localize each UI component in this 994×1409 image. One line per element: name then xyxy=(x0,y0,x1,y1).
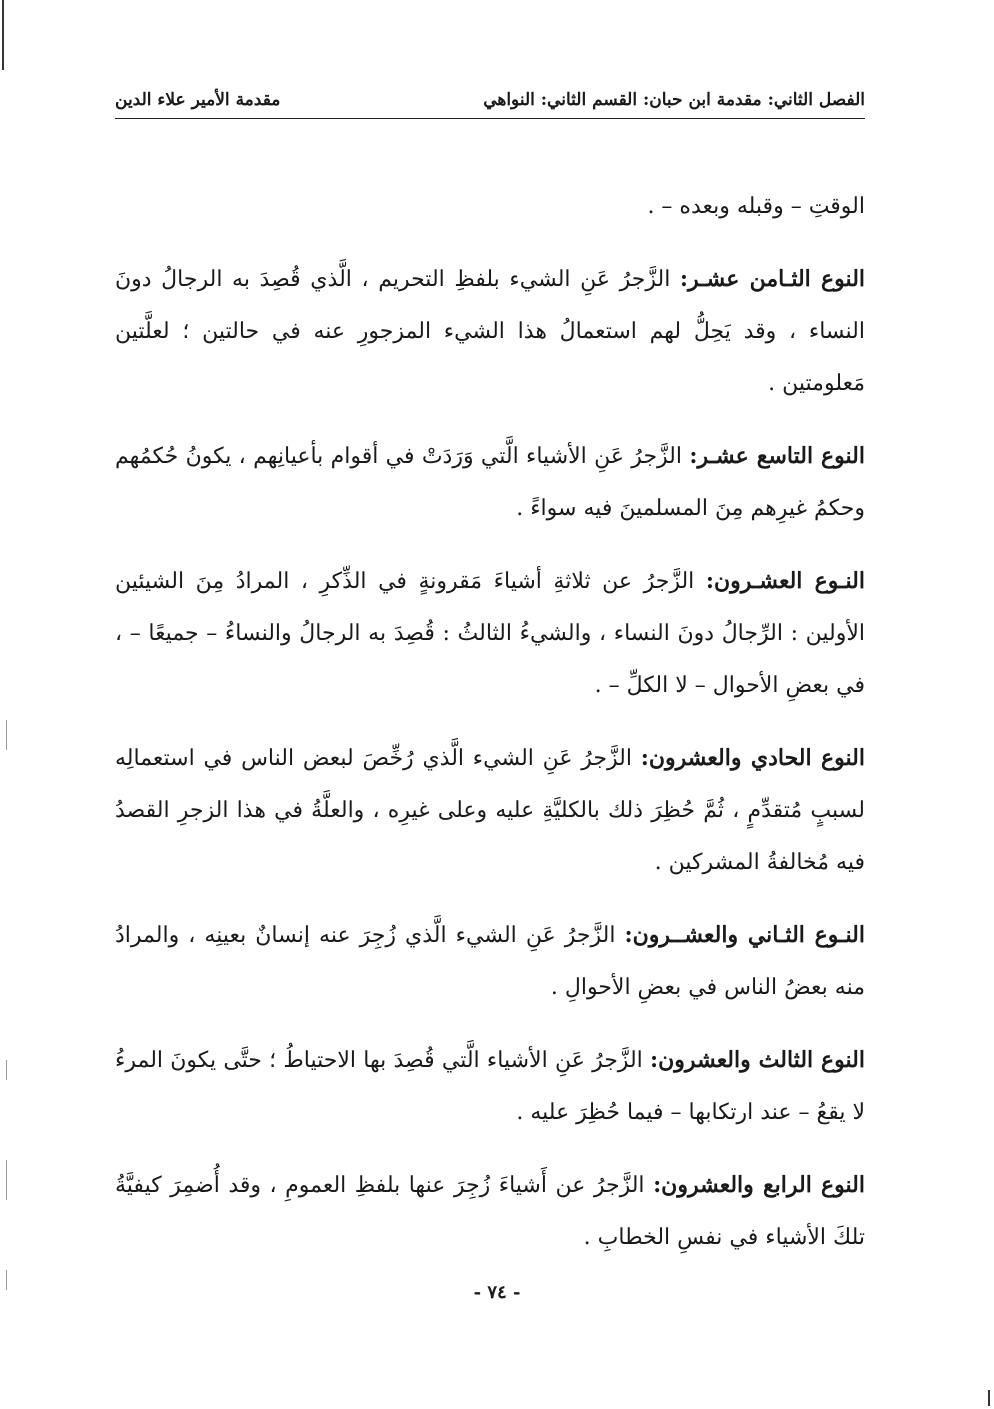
running-header xyxy=(115,90,865,119)
paragraph xyxy=(115,1034,865,1139)
body-text xyxy=(115,181,865,1264)
paragraph xyxy=(115,430,865,535)
paragraph-text: الزَّجرُ عن أَشياءَ زُجِرَ عنها بلفظِ العمومِ ، وقد أُضمِرَ كيفيَّةُ تلكَ الأشياء في نفسِ الخطابِ . xyxy=(115,1173,865,1250)
section-heading: النوع الرابع والعشرون: xyxy=(653,1172,865,1198)
page-number: - ٧٤ - xyxy=(473,1282,521,1303)
section-heading: النوع الثالث والعشرون: xyxy=(650,1047,866,1073)
header-chapter-title: الفصل الثاني: مقدمة ابن حبان: القسم الثاني: النواهي xyxy=(483,90,865,110)
paragraph-text: الزَّجرُ عن ثلاثةِ أشياءَ مَقرونةٍ في الذِّكرِ ، المرادُ مِنَ الشيئين الأولين : الرِّجالُ دونَ النساء ، والشيءُ الثالثُ : قُصِدَ به الرجالُ والنساءُ – جميعًا – ، في بعضِ الأحوال – لا الكلِّ – . xyxy=(115,569,865,698)
section-heading: النوع الحادي والعشرون: xyxy=(640,745,865,771)
section-heading: النـوع العشـرون: xyxy=(705,568,865,594)
scan-speck xyxy=(6,1060,7,1080)
scan-speck xyxy=(6,1160,7,1200)
header-book-title: مقدمة الأمير علاء الدين xyxy=(115,90,281,110)
paragraph-text: الزَّجرُ عَنِ الأشياء الَّتي وَرَدَتْ في أقوام بأعيانِهم ، يكونُ حُكمُهم وحكمُ غيرِهم مِنَ المسلمينَ فيه سواءً . xyxy=(115,444,865,521)
paragraph xyxy=(115,909,865,1014)
scan-speck xyxy=(6,720,7,750)
paragraph-text: الوقتِ – وقبله وبعده – . xyxy=(647,194,865,219)
paragraph-text: الزَّجرُ عَنِ الشيء الَّذي رُخِّصَ لبعض الناس في استعمالِه لسببٍ مُتقدِّمٍ ، ثُمَّ حُظِرَ ذلك بالكليَّةِ عليه وعلى غيرِه ، والعلَّةُ في هذا الزجرِ القصدُ فيه مُخالفةُ المشركين . xyxy=(115,746,865,875)
paragraph xyxy=(115,732,865,889)
paragraph xyxy=(115,1159,865,1264)
document-page xyxy=(115,90,865,1284)
paragraph-text: الزَّجرُ عَنِ الأشياء الَّتي قُصِدَ بها الاحتياطُ ؛ حتَّى يكونَ المرءُ لا يقعُ – عند ارتكابها – فيما حُظِرَ عليه . xyxy=(115,1048,865,1125)
paragraph-text: الزَّجرُ عَنِ الشيء بلفظِ التحريم ، الَّذي قُصِدَ به الرجالُ دونَ النساء ، وقد يَحِلُّ لهم استعمالُ هذا الشيء المزجورِ عنه في حالتين ؛ لعلَّتين مَعلومتين . xyxy=(115,267,865,396)
paragraph xyxy=(115,253,865,410)
paragraph-text: الزَّجرُ عَنِ الشيء الَّذي زُجِرَ عنه إنسانٌ بعينِه ، والمرادُ منه بعضُ الناس في بعضِ الأحوالِ . xyxy=(115,923,865,1000)
scan-edge-mark xyxy=(2,0,4,70)
section-heading: النـوع الثـاني والعشــرون: xyxy=(624,922,865,948)
paragraph xyxy=(115,555,865,712)
section-heading: النوع الثـامن عشـر: xyxy=(679,266,866,292)
scan-edge-mark xyxy=(988,1390,990,1406)
section-heading: النوع التاسع عشـر: xyxy=(689,443,865,469)
paragraph xyxy=(115,181,865,233)
